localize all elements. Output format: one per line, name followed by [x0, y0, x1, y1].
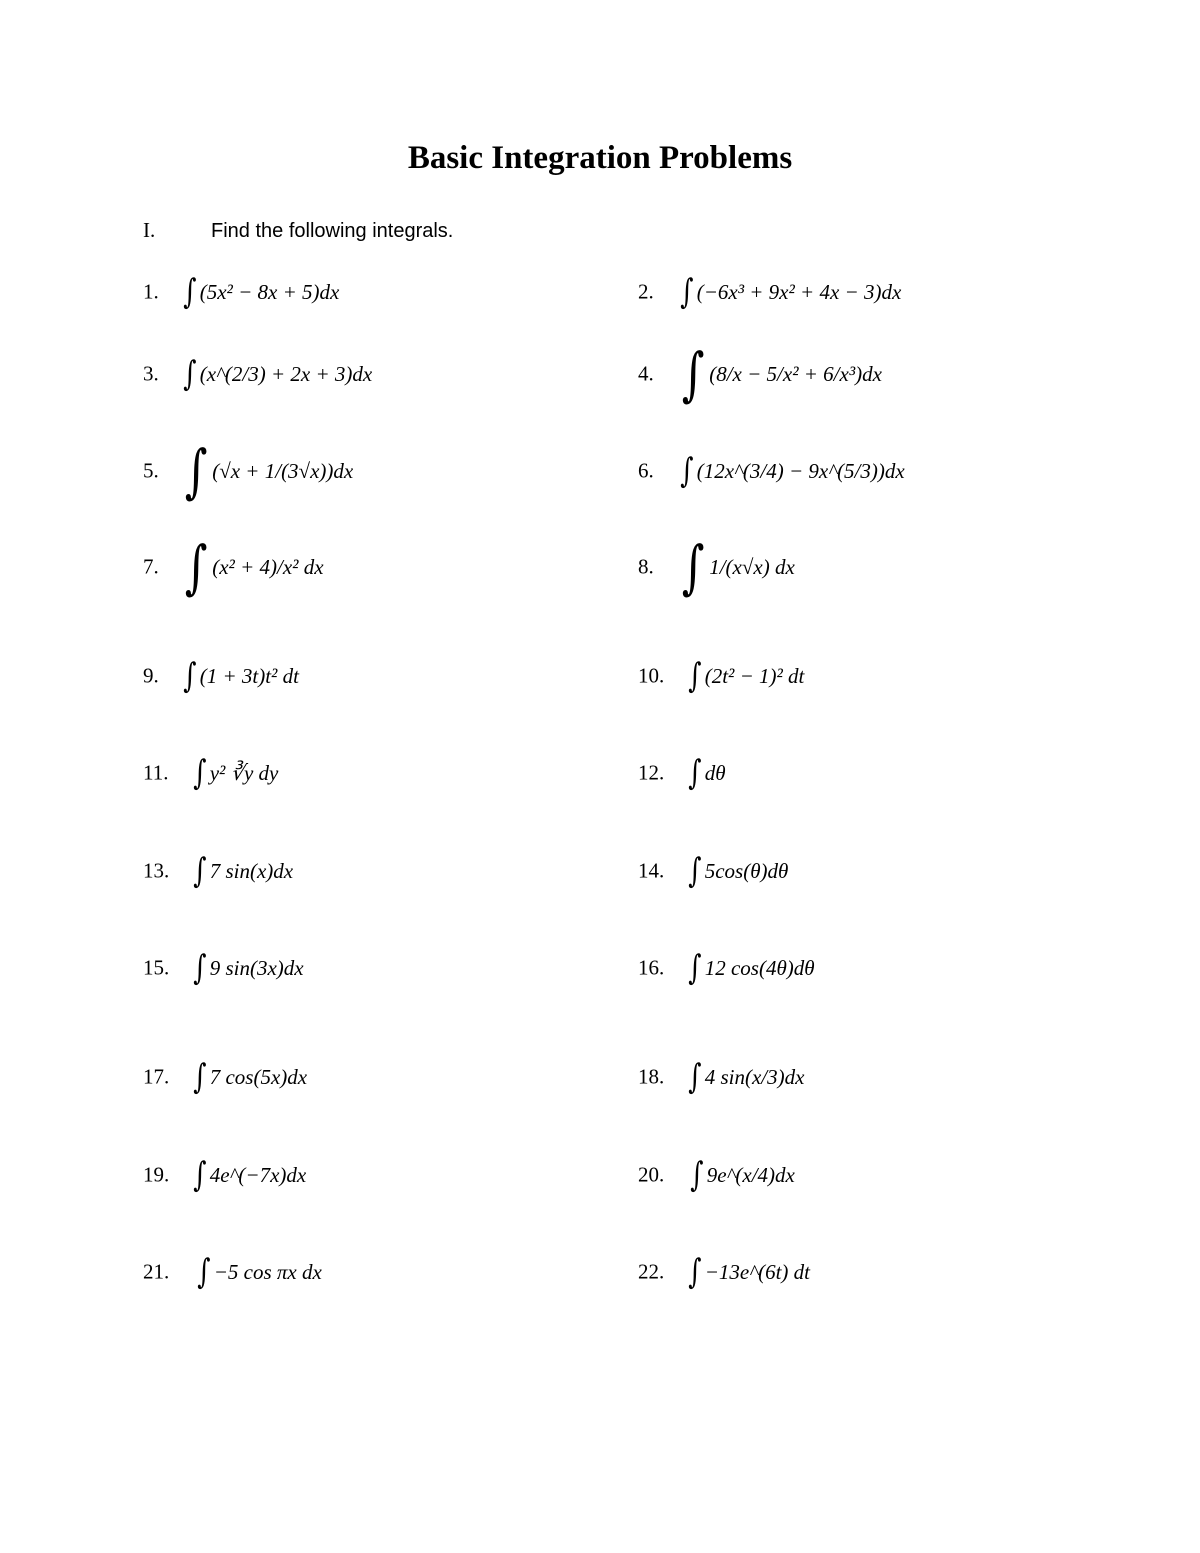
problem-expression: [191, 1057, 308, 1097]
problem-number: 18.: [638, 1064, 665, 1089]
integrand: (1 + 3t)t² dt: [199, 663, 299, 688]
problem-expression: [678, 533, 795, 601]
problem-number: 3.: [143, 361, 159, 386]
integrand: −5 cos πx dx: [213, 1259, 322, 1284]
problem-number: 16.: [638, 955, 665, 980]
problem-expression: [686, 753, 726, 793]
integral-symbol: ∫: [193, 753, 207, 793]
problem-expression: [181, 437, 354, 505]
problem-6: [638, 441, 1058, 501]
integral-symbol: ∫: [193, 1155, 207, 1195]
problem-expression: [191, 1155, 307, 1195]
integrand: (8/x − 5/x² + 6/x³)dx: [709, 361, 882, 386]
problem-expression: [686, 851, 789, 891]
problem-expression: [191, 753, 279, 793]
problem-expression: [686, 1252, 810, 1292]
problem-number: 14.: [638, 858, 665, 883]
integral-symbol: ∫: [193, 851, 207, 891]
problem-15: [143, 938, 563, 998]
problem-number: 22.: [638, 1259, 665, 1284]
problem-19: [143, 1145, 563, 1205]
problem-number: 12.: [638, 760, 665, 785]
integrand: 7 sin(x)dx: [209, 858, 294, 883]
integral-symbol: ∫: [688, 656, 702, 696]
problem-10: [638, 646, 1058, 706]
problem-11: [143, 743, 563, 803]
integrand: (−6x³ + 9x² + 4x − 3)dx: [696, 279, 902, 304]
problem-20: [638, 1145, 1058, 1205]
problem-number: 2.: [638, 279, 654, 304]
problem-number: 6.: [638, 458, 654, 483]
problem-expression: [686, 1057, 805, 1097]
integral-symbol: ∫: [183, 272, 197, 312]
integrand: (5x² − 8x + 5)dx: [199, 279, 340, 304]
page-title: Basic Integration Problems: [407, 140, 793, 176]
problem-22: [638, 1242, 1058, 1302]
problem-3: [143, 344, 563, 404]
integral-symbol: ∫: [681, 340, 705, 408]
problem-7: [143, 533, 563, 601]
problem-expression: [686, 948, 815, 988]
integral-symbol: ∫: [690, 1155, 704, 1195]
integral-symbol: ∫: [680, 451, 694, 491]
problem-12: [638, 743, 1058, 803]
problem-expression: [678, 340, 882, 408]
integrand: 4 sin(x/3)dx: [704, 1064, 805, 1089]
problem-expression: [688, 1155, 795, 1195]
integrand: y² ∛y dy: [209, 760, 279, 785]
problem-5: [143, 437, 563, 505]
integrand: 12 cos(4θ)dθ: [704, 955, 815, 980]
integrand: (x² + 4)/x² dx: [212, 554, 324, 579]
problem-number: 10.: [638, 663, 665, 688]
integrand: 1/(x√x) dx: [709, 554, 795, 579]
problem-1: [143, 262, 563, 322]
problem-4: [638, 340, 1058, 408]
section-instruction: Find the following integrals.: [211, 220, 454, 242]
problem-number: 4.: [638, 361, 654, 386]
integrand: 7 cos(5x)dx: [209, 1064, 308, 1089]
integral-symbol: ∫: [688, 1252, 702, 1292]
problem-9: [143, 646, 563, 706]
problem-number: 19.: [143, 1162, 170, 1187]
problem-number: 11.: [143, 760, 169, 785]
problem-expression: [181, 272, 340, 312]
integral-symbol: ∫: [183, 656, 197, 696]
problem-8: [638, 533, 1058, 601]
integrand: (12x^(3/4) − 9x^(5/3))dx: [696, 458, 905, 483]
problem-number: 21.: [143, 1259, 170, 1284]
problem-number: 17.: [143, 1064, 170, 1089]
integral-symbol: ∫: [688, 753, 702, 793]
integrand: (√x + 1/(3√x))dx: [212, 458, 354, 483]
integrand: 5cos(θ)dθ: [704, 858, 789, 883]
integral-symbol: ∫: [688, 851, 702, 891]
problem-number: 5.: [143, 458, 159, 483]
problem-expression: [678, 451, 905, 491]
problem-number: 20.: [638, 1162, 665, 1187]
problem-14: [638, 841, 1058, 901]
problem-16: [638, 938, 1058, 998]
problem-21: [143, 1242, 563, 1302]
section-number: I.: [143, 218, 156, 242]
integral-symbol: ∫: [183, 354, 197, 394]
integral-symbol: ∫: [193, 948, 207, 988]
integral-symbol: ∫: [688, 1057, 702, 1097]
problem-expression: [181, 533, 324, 601]
integrand: dθ: [704, 760, 726, 785]
problem-13: [143, 841, 563, 901]
integral-symbol: ∫: [681, 533, 705, 601]
problem-expression: [195, 1252, 322, 1292]
problem-number: 8.: [638, 554, 654, 579]
problem-number: 15.: [143, 955, 170, 980]
integral-symbol: ∫: [193, 1057, 207, 1097]
problem-expression: [181, 354, 373, 394]
problem-17: [143, 1047, 563, 1107]
integral-symbol: ∫: [680, 272, 694, 312]
integrand: 4e^(−7x)dx: [209, 1162, 307, 1187]
problem-2: [638, 262, 1058, 322]
section-heading: [143, 218, 453, 243]
problem-18: [638, 1047, 1058, 1107]
integral-symbol: ∫: [184, 533, 208, 601]
problem-expression: [686, 656, 805, 696]
integrand: 9e^(x/4)dx: [706, 1162, 795, 1187]
problem-number: 1.: [143, 279, 159, 304]
integral-symbol: ∫: [197, 1252, 211, 1292]
problem-number: 13.: [143, 858, 170, 883]
problem-expression: [181, 656, 299, 696]
problem-expression: [191, 948, 304, 988]
integrand: −13e^(6t) dt: [704, 1259, 810, 1284]
problem-number: 9.: [143, 663, 159, 688]
integral-symbol: ∫: [688, 948, 702, 988]
problem-number: 7.: [143, 554, 159, 579]
integrand: (2t² − 1)² dt: [704, 663, 805, 688]
integrand: (x^(2/3) + 2x + 3)dx: [199, 361, 373, 386]
integral-symbol: ∫: [184, 437, 208, 505]
problem-expression: [191, 851, 294, 891]
problem-expression: [678, 272, 902, 312]
integrand: 9 sin(3x)dx: [209, 955, 304, 980]
